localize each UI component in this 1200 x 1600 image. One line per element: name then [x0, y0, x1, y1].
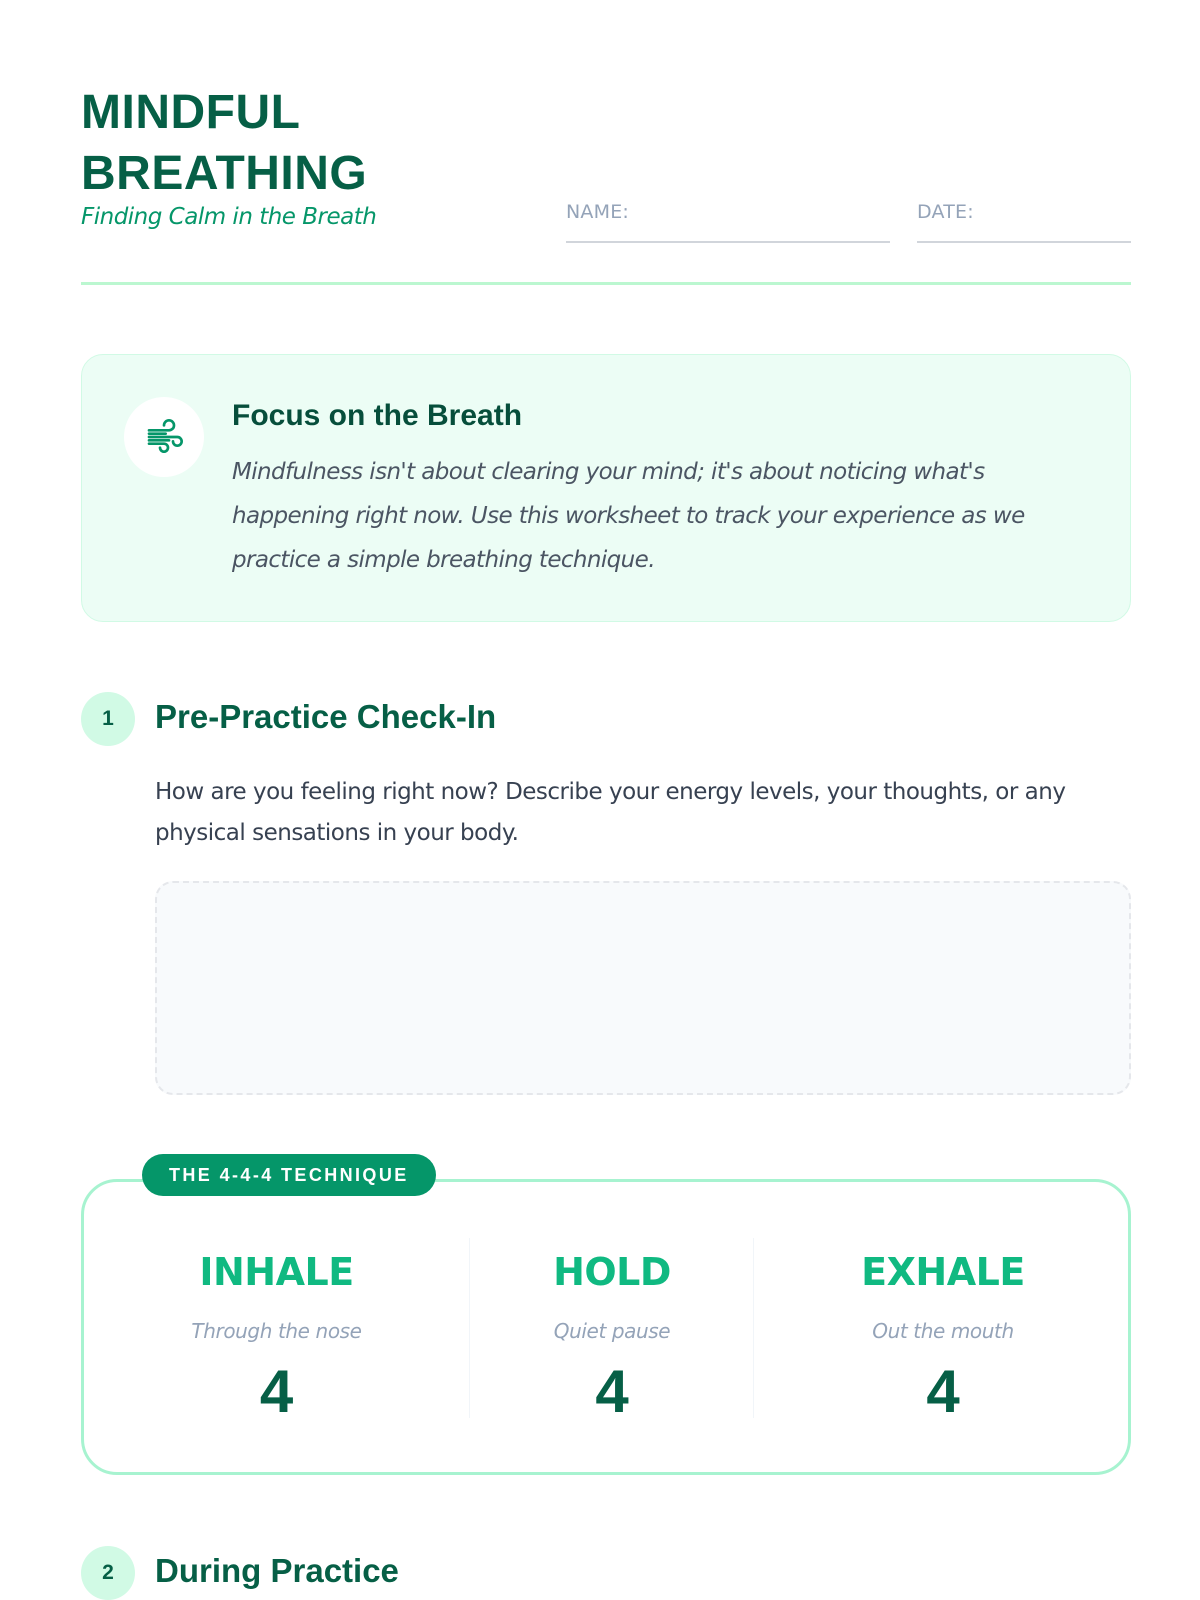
intro-title: Focus on the Breath [232, 399, 523, 432]
name-field[interactable] [566, 201, 890, 243]
intro-text: Mindfulness isn't about clearing your mind; it's about noticing what's happening right now. Use this worksheet to track your experience as we practice a simple breathing technique. [232, 459, 1025, 573]
technique-badge: THE 4-4-4 TECHNIQUE [142, 1154, 436, 1196]
technique-step-inhale [84, 1238, 469, 1425]
worksheet-title: MINDFUL BREATHING [81, 86, 368, 200]
section-number-badge: 2 [81, 1546, 135, 1600]
step-description: Out the mouth [872, 1319, 1014, 1343]
step-count: 4 [595, 1358, 629, 1425]
worksheet-page [81, 0, 1131, 1600]
technique-panel [81, 1165, 1131, 1475]
date-label: DATE: [917, 201, 974, 223]
worksheet-subtitle: Finding Calm in the Breath [81, 204, 377, 230]
step-label: EXHALE [861, 1250, 1025, 1294]
step-count: 4 [926, 1358, 960, 1425]
section-title: During Practice [155, 1552, 399, 1589]
technique-step-exhale [753, 1238, 1132, 1425]
section-pre-practice [81, 692, 1131, 746]
check-in-prompt: How are you feeling right now? Describe your energy levels, your thoughts, or any physical sensations in your body. [155, 779, 1066, 846]
step-label: INHALE [199, 1250, 354, 1294]
step-description: Through the nose [191, 1319, 362, 1343]
step-count: 4 [259, 1358, 294, 1425]
section-number-badge: 1 [81, 692, 135, 746]
date-field[interactable] [917, 201, 1131, 243]
check-in-answer-area[interactable] [155, 881, 1131, 1095]
header-divider [81, 282, 1131, 285]
section-title: Pre-Practice Check-In [155, 698, 497, 735]
worksheet-header [81, 0, 1131, 286]
wind-icon [124, 397, 204, 477]
name-label: NAME: [566, 201, 630, 223]
technique-step-hold [469, 1238, 754, 1425]
intro-card [81, 354, 1131, 622]
section-during-practice [81, 1546, 1131, 1600]
step-description: Quiet pause [553, 1319, 671, 1343]
step-label: HOLD [553, 1250, 671, 1294]
